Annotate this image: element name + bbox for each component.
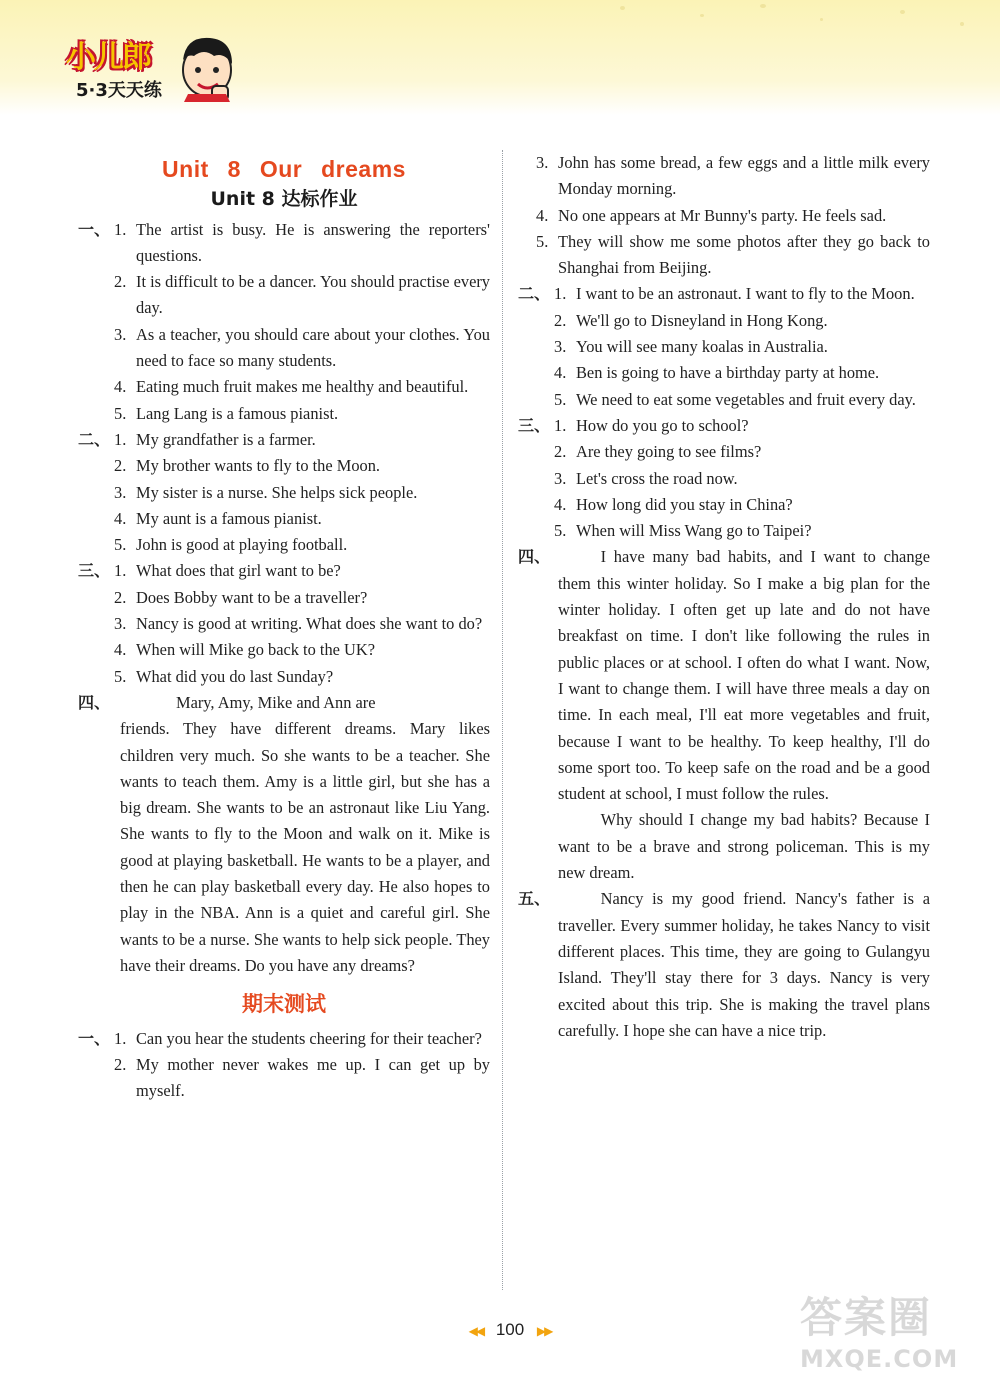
logo-subtitle: 5·3天天练 xyxy=(76,80,162,101)
answer-item xyxy=(114,532,490,558)
answer-item xyxy=(114,506,490,532)
answer-item xyxy=(114,374,490,400)
final-test-title: 期末测试 xyxy=(242,992,326,1017)
answer-item xyxy=(114,611,490,637)
item-number: 2. xyxy=(114,1054,127,1074)
item-number: 2. xyxy=(114,456,127,476)
answer-item xyxy=(554,334,930,360)
section-label: 一、 xyxy=(78,1028,111,1048)
essay-paragraph: Why should I change my bad habits? Because I want to be a brave and strong policeman. This is my new dream. xyxy=(558,810,930,883)
item-number: 2. xyxy=(554,442,567,462)
item-number: 3. xyxy=(114,324,127,344)
item-text: It is difficult to be a dancer. You should practise every day. xyxy=(136,272,490,318)
section-3 xyxy=(78,558,490,689)
answer-item xyxy=(554,413,930,439)
item-number: 4. xyxy=(114,508,127,528)
section-1 xyxy=(78,217,490,427)
logo-title: 小儿郎 xyxy=(66,40,150,75)
item-number: 4. xyxy=(114,640,127,660)
right-section-3 xyxy=(518,413,930,544)
answer-item xyxy=(554,281,930,307)
item-number: 1. xyxy=(114,1028,127,1048)
section-label: 三、 xyxy=(518,415,551,435)
answer-item xyxy=(554,360,930,386)
answer-item xyxy=(114,637,490,663)
item-text: Eating much fruit makes me healthy and beautiful. xyxy=(136,377,469,397)
item-text: John has some bread, a few eggs and a little milk every Monday morning. xyxy=(558,153,930,199)
answer-item xyxy=(114,401,490,427)
mascot-boy-icon xyxy=(174,30,240,102)
answer-item xyxy=(536,229,930,282)
answer-item xyxy=(114,217,490,270)
essay-first-line: Mary, Amy, Mike and Ann are xyxy=(176,692,376,712)
essay-paragraph: I have many bad habits, and I want to change them this winter holiday. So I make a big plan for the winter holiday. I often get up late and do not have breakfast on time. I don't like following the rules in public places or at school. I often do what I want. Now, I want to change them. I will have three meals a day on time. In each meal, I'll eat more vegetables and fruit, because I want to be healthy. To keep healthy, I'll do some sport too. To keep safe on the road and be a good student at school, I must follow the rules. xyxy=(558,547,930,804)
item-text: Ben is going to have a birthday party at home. xyxy=(576,363,880,383)
item-text: My mother never wakes me up. I can get up by myself. xyxy=(136,1054,490,1101)
answer-item xyxy=(554,387,930,413)
item-number: 1. xyxy=(114,561,127,581)
answer-item xyxy=(114,1026,490,1052)
page-footer xyxy=(440,1320,580,1340)
item-text: What did you do last Sunday? xyxy=(136,666,334,686)
watermark-top: 答案圈 xyxy=(800,1293,933,1342)
item-number: 3. xyxy=(554,337,567,357)
item-number: 2. xyxy=(114,587,127,607)
item-number: 5. xyxy=(554,521,567,541)
item-text: Nancy is good at writing. What does she want to do? xyxy=(136,614,483,634)
section-label: 二、 xyxy=(518,284,551,304)
item-text: Are they going to see films? xyxy=(576,442,762,462)
answer-item xyxy=(554,518,930,544)
item-text: John is good at playing football. xyxy=(136,535,348,555)
final-section-1 xyxy=(78,1026,490,1105)
item-text: Let's cross the road now. xyxy=(576,468,738,488)
item-text: The artist is busy. He is answering the reporters' questions. xyxy=(136,219,490,265)
item-number: 5. xyxy=(114,403,127,423)
item-text: My aunt is a famous pianist. xyxy=(136,508,322,528)
item-text: You will see many koalas in Australia. xyxy=(576,337,828,357)
answer-item xyxy=(114,453,490,479)
prev-arrows-icon: ◀◀ xyxy=(468,1324,484,1338)
item-number: 5. xyxy=(554,389,567,409)
item-text: How do you go to school? xyxy=(576,415,749,435)
section-4-essay xyxy=(78,690,490,979)
item-number: 1. xyxy=(554,284,567,304)
item-text: Does Bobby want to be a traveller? xyxy=(136,587,368,607)
item-text: Lang Lang is a famous pianist. xyxy=(136,403,339,423)
right-section-2 xyxy=(518,281,930,412)
essay-body xyxy=(558,544,930,886)
item-number: 4. xyxy=(114,377,127,397)
answer-item xyxy=(114,558,490,584)
section-2 xyxy=(78,427,490,558)
next-arrows-icon: ▶▶ xyxy=(536,1324,552,1338)
answer-item xyxy=(114,585,490,611)
item-number: 3. xyxy=(114,482,127,502)
brand-logo xyxy=(66,32,246,107)
watermark-bottom: MXQE.COM xyxy=(800,1345,959,1373)
item-text: My grandfather is a farmer. xyxy=(136,429,316,449)
right-section-5-essay xyxy=(518,886,930,1044)
item-number: 5. xyxy=(536,231,549,251)
item-text: When will Miss Wang go to Taipei? xyxy=(576,521,812,541)
item-text: When will Mike go back to the UK? xyxy=(136,640,375,660)
item-text: No one appears at Mr Bunny's party. He feels sad. xyxy=(558,205,887,225)
answer-item xyxy=(114,664,490,690)
section-label: 四、 xyxy=(78,692,111,712)
item-number: 3. xyxy=(554,468,567,488)
item-number: 3. xyxy=(114,614,127,634)
right-column xyxy=(518,150,930,1044)
section-label: 二、 xyxy=(78,429,111,449)
item-text: They will show me some photos after they go back to Shanghai from Beijing. xyxy=(558,231,930,278)
item-text: What does that girl want to be? xyxy=(136,561,341,581)
answer-item xyxy=(114,322,490,375)
item-number: 1. xyxy=(114,219,127,239)
page-number: 100 xyxy=(495,1320,525,1339)
essay-body: friends. They have different dreams. Mary likes children very much. So she wants to be a teacher. She wants to teach them. Amy is a little girl, but she has a big dream. She wants to be an astronaut like Liu Yang. She wants to fly to the Moon and walk on it. Mike is good at playing basketball. He wants to be a player, and then he can play basketball every day. He also hopes to play in the NBA. Ann is a quiet and careful girl. She wants to be a nurse. She wants to help sick people. They have their dreams. Do you have any dreams? xyxy=(120,719,490,975)
answer-item xyxy=(554,466,930,492)
item-number: 3. xyxy=(536,153,549,172)
item-text: As a teacher, you should care about your clothes. You need to face so many students. xyxy=(136,324,490,371)
item-text: My sister is a nurse. She helps sick people. xyxy=(136,482,418,502)
section-label: 四、 xyxy=(518,547,551,567)
item-text: How long did you stay in China? xyxy=(576,494,793,514)
item-text: I want to be an astronaut. I want to fly to the Moon. xyxy=(576,284,915,304)
column-divider xyxy=(502,150,503,1290)
answer-item xyxy=(114,480,490,506)
answer-item xyxy=(114,427,490,453)
answer-item xyxy=(114,269,490,322)
item-text: My brother wants to fly to the Moon. xyxy=(136,456,381,476)
item-number: 4. xyxy=(554,363,567,383)
unit-title: Unit 8 Our dreams xyxy=(162,156,406,182)
section-label: 一、 xyxy=(78,219,111,239)
homework-title: Unit 8 达标作业 xyxy=(210,188,358,211)
item-text: We need to eat some vegetables and fruit every day. xyxy=(576,389,916,409)
item-number: 4. xyxy=(536,205,549,225)
answer-item xyxy=(554,492,930,518)
item-number: 4. xyxy=(554,494,567,514)
answer-item xyxy=(114,1052,490,1105)
item-number: 5. xyxy=(114,535,127,555)
item-text: Can you hear the students cheering for their teacher? xyxy=(136,1028,482,1048)
essay-body xyxy=(558,886,930,1044)
essay-paragraph: Nancy is my good friend. Nancy's father is a traveller. Every summer holiday, he takes Nancy to visit different places. This time, they are going to Gulangyu Island. They'll stay there for 3 days. Nancy is very excited about this trip. She is making the travel plans carefully. I hope she can have a nice trip. xyxy=(558,889,930,1040)
item-number: 1. xyxy=(114,429,127,449)
answer-item xyxy=(536,203,930,229)
section-label: 五、 xyxy=(518,889,551,909)
item-text: We'll go to Disneyland in Hong Kong. xyxy=(576,310,828,330)
left-column xyxy=(78,150,490,1104)
answer-item xyxy=(554,439,930,465)
item-number: 5. xyxy=(114,666,127,686)
answer-item xyxy=(554,308,930,334)
right-section-4-essay xyxy=(518,544,930,886)
item-number: 2. xyxy=(114,272,127,292)
answer-item xyxy=(536,150,930,203)
section-label: 三、 xyxy=(78,561,111,581)
item-number: 1. xyxy=(554,415,567,435)
watermark xyxy=(800,1285,990,1373)
item-number: 2. xyxy=(554,310,567,330)
